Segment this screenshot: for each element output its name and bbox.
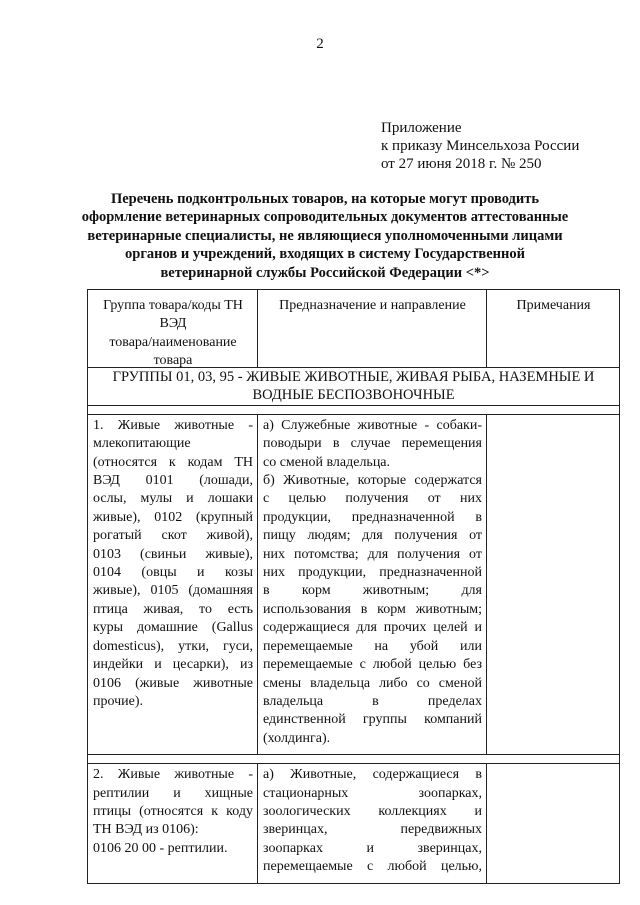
group-heading-line: ГРУППЫ 01, 03, 95 - ЖИВЫЕ ЖИВОТНЫЕ, ЖИВАЯ РЫБА, НАЗЕМНЫЕ И [112,369,595,385]
header-cell-notes [487,290,620,368]
appendix-block [381,119,579,173]
spacer-cell [88,405,620,414]
cell-line: куры домашние (Gallus [93,620,253,636]
header-line: ВЭД [159,316,187,332]
cell-line: 2. Живые животные - [93,767,253,783]
cell-line: единственной группы компаний [263,712,482,728]
cell-line: поводыри в случае перемещения [263,436,482,452]
appendix-line: Приложение [381,120,462,136]
cell-line: млекопитающие [93,436,191,452]
cell-line: 0106 20 00 - рептилии. [93,840,228,856]
header-line: Предназначение и направление [279,298,466,313]
cell-line: них продукции, предназначенной [263,565,482,581]
title-line: органов и учреждений, входящих в систему Государственной [125,246,525,263]
row-cell-notes [487,764,620,883]
table-header-row [88,290,620,368]
cell-line: зоопарках и зверинцах, [263,840,482,856]
group-heading-row [88,368,620,406]
header-line: Примечания [516,298,591,313]
cell-line: владельца в пределах [263,693,482,709]
cell-line: в корм животным; для [263,583,482,599]
cell-line: птица живая, то есть [93,601,253,617]
row-cell-group [88,764,258,883]
title-line: ветеринарные специалисты, не являющиеся уполномоченными лицами [87,227,563,244]
cell-line: ВЭД 0101 (лошади, [93,473,253,489]
page-number: 2 [316,36,324,52]
cell-line: индейки и цесарки), из [93,657,253,673]
notes-text [487,415,619,423]
row-cell-purpose [258,764,487,883]
cell-line: зоологических коллекциях и [263,803,482,819]
cell-line: перемещаемые с любой целью без [263,657,482,673]
cell-line: перемещаемые с любой целью, [263,859,482,875]
cell-line: 0104 (овцы и козы [93,565,253,581]
title-line: оформление ветеринарных сопроводительных документов аттестованные [81,209,569,226]
goods-table [87,289,620,884]
cell-line: пищу людям; для получения от [263,528,482,544]
header-line: Группа товара/коды ТН [103,298,243,313]
cell-line: а) Животные, содержащиеся в [263,767,482,783]
appendix-line: от 27 июня 2018 г. № 250 [381,156,542,172]
cell-line: птицы (относятся к коду [93,803,253,819]
cell-line: использования в корм животным; [263,601,482,617]
group-heading-line: ВОДНЫЕ БЕСПОЗВОНОЧНЫЕ [252,387,455,404]
cell-line: рептилии и хищные [93,785,253,801]
cell-line: domesticus), утки, гуси, [93,638,253,654]
title-line: ветеринарной службы Российской Федерации <*> [160,264,490,281]
header-cell-purpose [258,290,487,368]
cell-line: а) Служебные животные - собаки- [263,417,482,433]
cell-line: смены владельца либо со сменой [263,675,482,691]
title-line: Перечень подконтрольных товаров, на которые могут проводить [110,191,540,207]
header-line: товара/наименование [109,334,237,350]
cell-line: зверинцах, передвижных [263,822,482,838]
header-line: товара [153,353,193,369]
cell-line: продукции, предназначенной в [263,509,482,525]
cell-line: живые), 0102 (крупный [93,509,253,525]
cell-line: содержащиеся для прочих целей и [263,620,482,636]
cell-line: стационарных зоопарках, [263,785,482,801]
cell-line: прочие). [93,693,144,709]
spacer-cell [88,755,620,764]
row-cell-group [88,414,258,754]
cell-line: живые), 0105 (домашняя [93,583,253,599]
table-row [88,414,620,754]
cell-line: (относятся к кодам ТН [93,454,253,470]
spacer-row [88,405,620,414]
cell-line: перемещаемые на убой или [263,638,482,654]
row-cell-notes [487,414,620,754]
document-title [80,190,570,282]
cell-line: со сменой владельца. [263,454,391,470]
cell-line: 0106 (живые животные [93,675,253,691]
row-cell-purpose [258,414,487,754]
group-heading-cell [88,368,620,406]
table-row [88,764,620,883]
appendix-line: к приказу Минсельхоза России [381,138,580,154]
spacer-row [88,755,620,764]
cell-line: б) Животные, которые содержатся [263,473,482,489]
notes-text [487,764,619,772]
cell-line: 1. Живые животные - [93,417,253,433]
cell-line: них потомства; для получения от [263,546,482,562]
cell-line: рогатый скот живой), [93,528,253,544]
cell-line: с целью получения от них [263,491,482,507]
cell-line: 0103 (свиньи живые), [93,546,253,562]
cell-line: (холдинга). [263,730,331,746]
header-cell-group [88,290,258,368]
cell-line: ослы, мулы и лошаки [93,491,253,507]
cell-line: ТН ВЭД из 0106): [93,822,199,838]
